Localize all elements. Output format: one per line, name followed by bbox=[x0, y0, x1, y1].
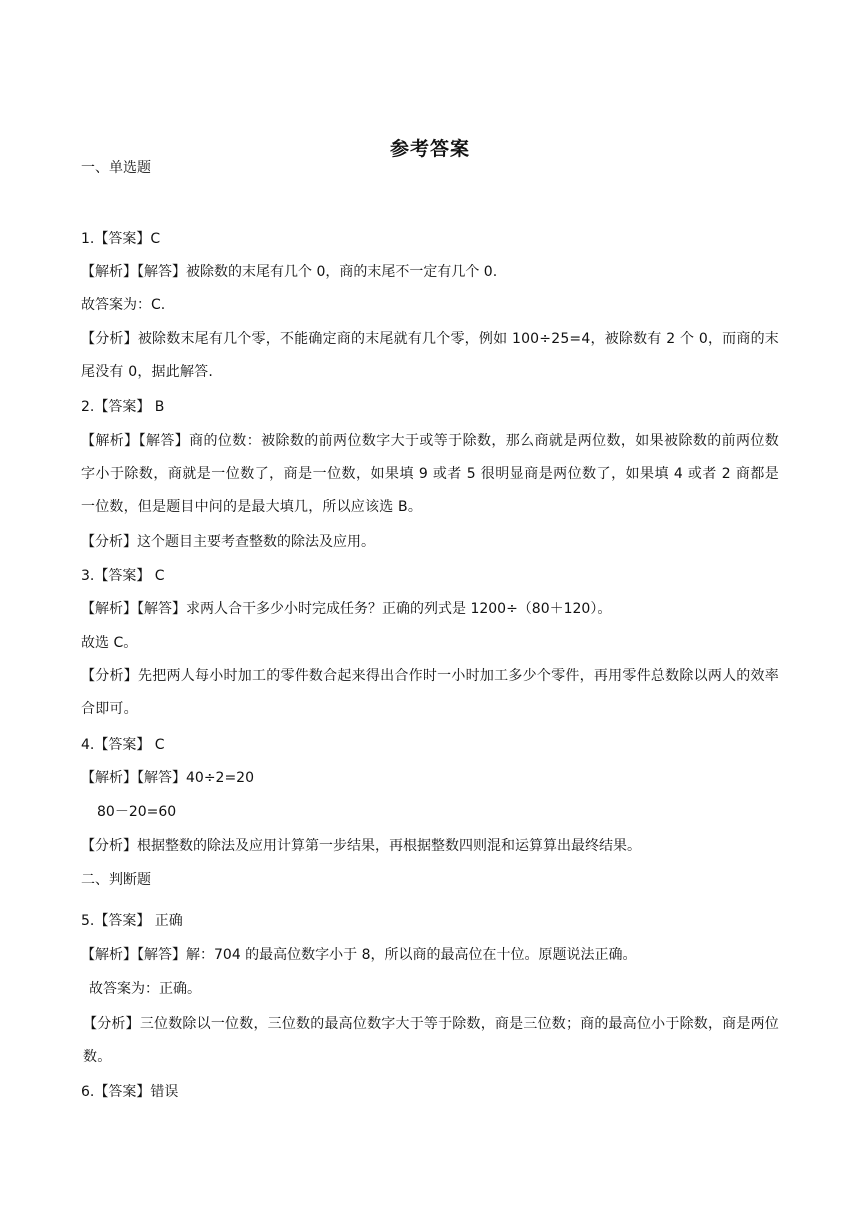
q5-analysis: 【分析】三位数除以一位数，三位数的最高位数字大于等于除数，商是三位数；商的最高位小于除数，商是两位数。 bbox=[83, 1016, 779, 1065]
q2-answer: 2.【答案】 B bbox=[81, 399, 165, 415]
q2-explanation: 【解析】【解答】商的位数：被除数的前两位数字大于或等于除数，那么商就是两位数，如果被除数的前两位数字小于除数，商就是一位数了，商是一位数，如果填 9 或者 5 很明显商是两位数了，如果填 4 或者 2 商都是一位数，但是题目中问的是最大填几，所以应该选 B。 bbox=[81, 433, 779, 515]
section-heading-true-false: 二、判断题 bbox=[81, 872, 151, 888]
q3-answer: 3.【答案】 C bbox=[81, 568, 165, 584]
q5-answer: 5.【答案】 正确 bbox=[81, 913, 183, 929]
q3-analysis: 【分析】先把两人每小时加工的零件数合起来得出合作时一小时加工多少个零件，再用零件总数除以两人的效率合即可。 bbox=[81, 668, 779, 717]
q3-conclusion: 故选 C。 bbox=[81, 635, 138, 651]
q4-explanation: 【解析】【解答】40÷2=20 bbox=[81, 770, 254, 786]
q1-explanation: 【解析】【解答】被除数的末尾有几个 0，商的末尾不一定有几个 0. bbox=[81, 264, 498, 280]
q4-analysis: 【分析】根据整数的除法及应用计算第一步结果，再根据整数四则混和运算算出最终结果。 bbox=[81, 838, 641, 854]
q2-analysis: 【分析】这个题目主要考查整数的除法及应用。 bbox=[81, 534, 375, 550]
q5-conclusion: 故答案为：正确。 bbox=[89, 981, 201, 997]
q1-answer: 1.【答案】C bbox=[81, 231, 161, 247]
q6-answer: 6.【答案】错误 bbox=[81, 1084, 179, 1100]
q4-calculation: 80－20=60 bbox=[97, 804, 177, 820]
section-heading-single-choice: 一、单选题 bbox=[81, 160, 151, 176]
page-title: 参考答案 bbox=[389, 138, 470, 160]
q3-explanation: 【解析】【解答】求两人合干多少小时完成任务？正确的列式是 1200÷（80＋120）。 bbox=[81, 601, 612, 617]
q1-analysis: 【分析】被除数末尾有几个零，不能确定商的末尾就有几个零，例如 100÷25=4，被除数有 2 个 0，而商的末尾没有 0，据此解答. bbox=[81, 331, 779, 380]
q1-conclusion: 故答案为：C. bbox=[81, 297, 166, 313]
q5-explanation: 【解析】【解答】解：704 的最高位数字小于 8，所以商的最高位在十位。原题说法正确。 bbox=[81, 947, 637, 963]
q4-answer: 4.【答案】 C bbox=[81, 737, 165, 753]
